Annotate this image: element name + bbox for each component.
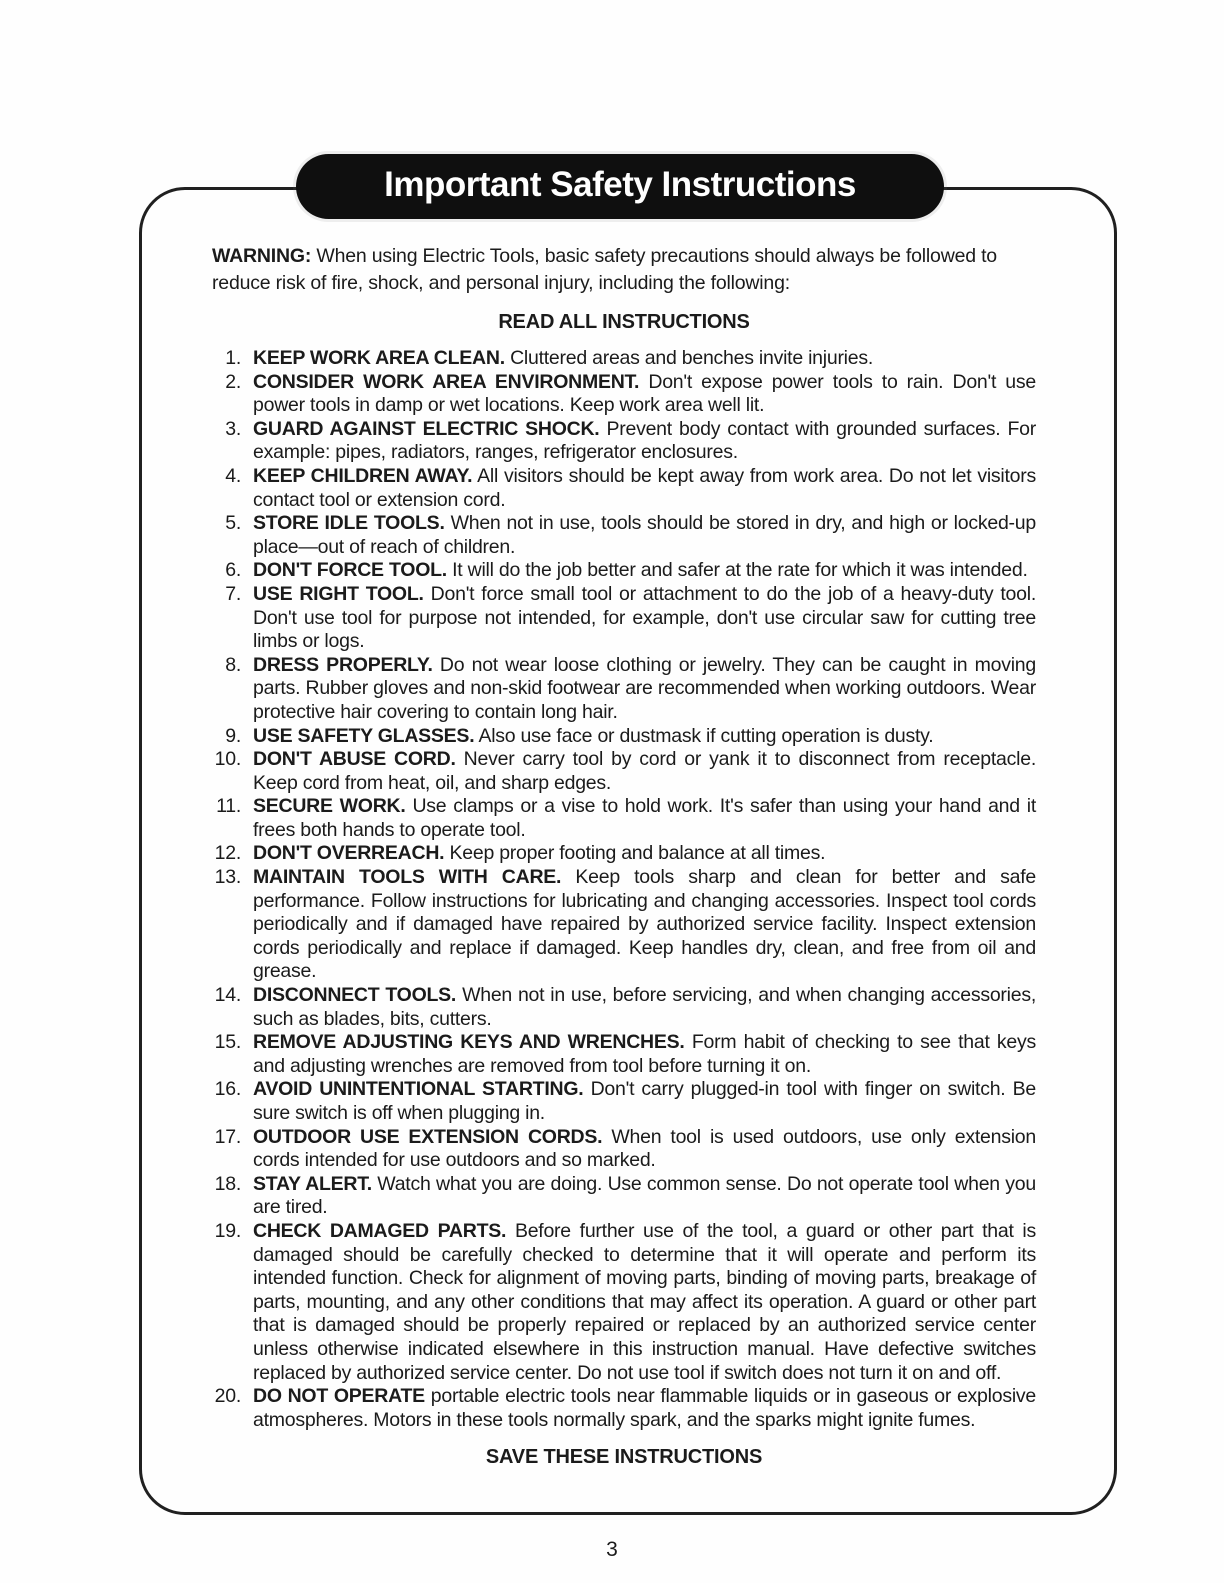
list-item [212, 842, 1036, 866]
item-body: Do not wear loose clothing or jewelry. They can be caught in moving parts. Rubber gloves and non-skid footwear are recommended when working outdoors. Wear protective hair covering to contain long hair. [253, 653, 1036, 723]
item-title: USE SAFETY GLASSES. [253, 724, 475, 747]
item-body: Prevent body contact with grounded surfaces. For example: pipes, radiators, ranges, refrigerator enclosures. [253, 417, 1036, 464]
item-number: 1. [225, 347, 241, 369]
item-number: 5. [225, 512, 241, 535]
list-item [212, 1220, 1036, 1385]
item-body: Form habit of checking to see that keys and adjusting wrenches are removed from tool before turning it on. [253, 1031, 1036, 1077]
item-number: 12. [214, 842, 241, 865]
item-body: All visitors should be kept away from work area. Do not let visitors contact tool or extension cord. [253, 464, 1037, 511]
item-text [253, 1126, 1036, 1173]
item-body: Don't expose power tools to rain. Don't use power tools in damp or wet locations. Keep work area well lit. [253, 370, 1036, 417]
item-text [253, 1385, 1036, 1432]
item-body: When not in use, before servicing, and when changing accessories, such as blades, bits, cutters. [253, 984, 1037, 1030]
item-text [253, 654, 1036, 725]
item-title: OUTDOOR USE EXTENSION CORDS. [253, 1125, 603, 1148]
item-title: DRESS PROPERLY. [253, 653, 433, 676]
item-number: 11. [216, 795, 241, 818]
item-text [253, 559, 1036, 583]
item-body: Don't carry plugged-in tool with finger on switch. Be sure switch is off when plugging in. [253, 1078, 1036, 1124]
item-number: 6. [225, 559, 241, 582]
list-item [212, 559, 1036, 583]
item-title: KEEP CHILDREN AWAY. [253, 464, 473, 487]
item-number: 16. [214, 1078, 241, 1101]
item-title: STORE IDLE TOOLS. [253, 512, 445, 535]
warning-text: When using Electric Tools, basic safety precautions should always be followed to reduce risk of fire, shock, and personal injury, including the following: [212, 245, 997, 294]
item-title: KEEP WORK AREA CLEAN. [253, 347, 505, 369]
item-body: When not in use, tools should be stored in dry, and high or locked-up place—out of reach of children. [253, 512, 1036, 558]
item-number: 15. [214, 1031, 241, 1054]
item-body: It will do the job better and safer at the rate for which it was intended. [452, 559, 1028, 582]
item-title: AVOID UNINTENTIONAL STARTING. [253, 1078, 584, 1101]
item-title: STAY ALERT. [253, 1172, 372, 1195]
item-number: 3. [225, 417, 241, 440]
item-text [253, 984, 1036, 1031]
list-item [212, 371, 1036, 418]
item-number: 7. [225, 582, 241, 605]
item-title: DON'T ABUSE CORD. [253, 748, 456, 771]
item-body: Before further use of the tool, a guard or other part that is damaged should be carefully checked to determine that it will operate and perform its intended function. Check for alignment of moving parts, binding of moving parts, breakage of parts, mounting, and any other conditions that may affect its operation. A guard or other part that is damaged should be properly repaired or replaced by an authorized service center unless otherwise indicated elsewhere in this instruction manual. Have defective switches replaced by authorized service center. Do not use tool if switch does not turn it on and off. [253, 1219, 1036, 1384]
page-title: Important Safety Instructions [384, 165, 856, 204]
warning-label: WARNING: [212, 245, 312, 267]
item-text [253, 866, 1036, 984]
item-body: Also use face or dustmask if cutting operation is dusty. [478, 724, 934, 747]
item-body: Watch what you are doing. Use common sense. Do not operate tool when you are tired. [253, 1172, 1036, 1219]
read-all-heading: READ ALL INSTRUCTIONS [498, 311, 750, 333]
list-item [212, 654, 1036, 725]
title-banner [296, 154, 944, 219]
item-text [253, 1220, 1036, 1385]
list-item [212, 866, 1036, 984]
item-title: CONSIDER WORK AREA ENVIRONMENT. [253, 370, 640, 393]
list-item [212, 725, 1036, 749]
list-item [212, 465, 1036, 512]
item-number: 4. [225, 464, 241, 487]
item-text [253, 842, 1036, 866]
item-text [253, 1031, 1036, 1078]
item-title: SECURE WORK. [253, 795, 406, 818]
item-text [253, 1173, 1036, 1220]
item-body: Use clamps or a vise to hold work. It's safer than using your hand and it frees both hands to operate tool. [253, 795, 1037, 841]
item-body: Never carry tool by cord or yank it to disconnect from receptacle. Keep cord from heat, oil, and sharp edges. [253, 748, 1036, 794]
item-body: Cluttered areas and benches invite injuries. [510, 347, 874, 369]
item-number: 20. [214, 1385, 241, 1408]
item-text [253, 583, 1036, 654]
item-number: 13. [214, 866, 241, 889]
list-item [212, 583, 1036, 654]
instructions-list [212, 347, 1036, 1432]
item-text [253, 1078, 1036, 1125]
list-item [212, 1126, 1036, 1173]
list-item [212, 418, 1036, 465]
item-text [253, 748, 1036, 795]
item-title: DON'T OVERREACH. [253, 842, 445, 865]
list-item [212, 1173, 1036, 1220]
list-item [212, 795, 1036, 842]
item-title: CHECK DAMAGED PARTS. [253, 1219, 507, 1242]
warning-paragraph [212, 243, 1036, 297]
item-title: USE RIGHT TOOL. [253, 582, 424, 605]
list-item [212, 347, 1036, 371]
item-number: 10. [214, 748, 241, 771]
item-title: GUARD AGAINST ELECTRIC SHOCK. [253, 417, 600, 440]
save-instructions-heading: SAVE THESE INSTRUCTIONS [485, 1446, 763, 1469]
item-body: portable electric tools near flammable liquids or in gaseous or explosive atmospheres. Motors in these tools normally spark, and the sparks might ignite fumes. [253, 1385, 1036, 1431]
item-text [253, 795, 1036, 842]
list-item [212, 748, 1036, 795]
item-number: 14. [214, 984, 241, 1007]
item-number: 8. [225, 653, 241, 676]
list-item [212, 1385, 1036, 1432]
item-text [253, 418, 1036, 465]
item-text [253, 347, 1036, 371]
item-title: REMOVE ADJUSTING KEYS AND WRENCHES. [253, 1031, 685, 1054]
item-text [253, 725, 1036, 749]
item-body: Keep tools sharp and clean for better and safe performance. Follow instructions for lubricating and changing accessories. Inspect tool cords periodically and if damaged have repaired by authorized service facility. Inspect extension cords periodically and replace if damaged. Keep handles dry, clean, and free from oil and grease. [253, 866, 1036, 983]
instructions-content [212, 243, 1036, 1469]
item-number: 17. [214, 1125, 241, 1148]
list-item [212, 512, 1036, 559]
item-number: 18. [214, 1172, 241, 1195]
item-number: 19. [214, 1219, 241, 1242]
item-text [253, 465, 1036, 512]
item-body: When tool is used outdoors, use only extension cords intended for use outdoors and so marked. [253, 1125, 1036, 1172]
item-body: Keep proper footing and balance at all times. [449, 842, 826, 865]
item-title: DON'T FORCE TOOL. [253, 559, 447, 582]
list-item [212, 1078, 1036, 1125]
item-number: 9. [225, 724, 241, 747]
list-item [212, 984, 1036, 1031]
page-number: 3 [606, 1538, 618, 1561]
item-text [253, 512, 1036, 559]
item-number: 2. [225, 370, 241, 393]
item-body: Don't force small tool or attachment to do the job of a heavy-duty tool. Don't use tool for purpose not intended, for example, don't use circular saw for cutting tree limbs or logs. [253, 582, 1037, 653]
item-title: MAINTAIN TOOLS WITH CARE. [253, 866, 562, 889]
item-title: DO NOT OPERATE [253, 1385, 425, 1408]
item-text [253, 371, 1036, 418]
item-title: DISCONNECT TOOLS. [253, 984, 457, 1007]
list-item [212, 1031, 1036, 1078]
